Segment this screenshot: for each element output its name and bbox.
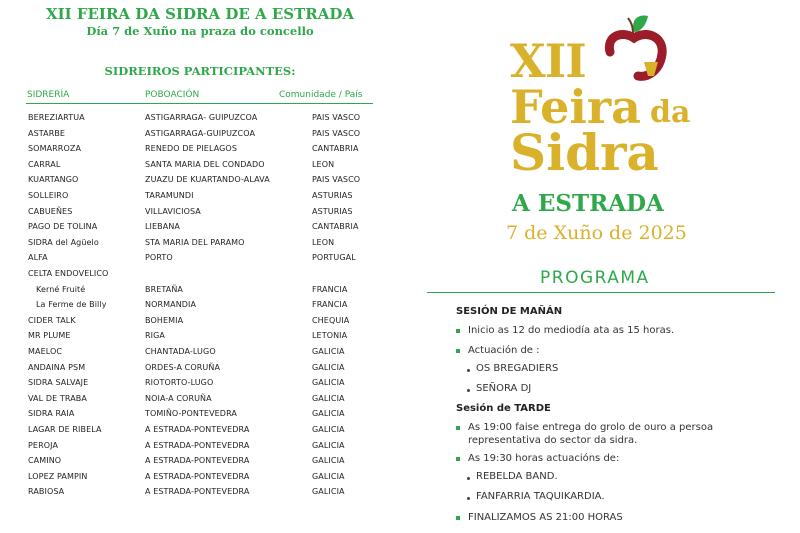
evening-performer-1: REBELDA BAND. [476, 471, 558, 482]
table-cell-pais: GALICIA [312, 393, 345, 403]
table-cell-sidreria: LOPEZ PAMPIN [28, 471, 88, 481]
programa-divider [427, 292, 775, 293]
poster-edition: XII [510, 34, 586, 88]
table-cell-pais: LEON [312, 237, 335, 247]
table-cell-sidreria: CABUEÑES [28, 206, 73, 216]
table-cell-pais: LEON [312, 159, 335, 169]
table-cell-poboacion: A ESTRADA-PONTEVEDRA [145, 440, 250, 450]
table-cell-sidreria: MAELOC [28, 347, 63, 356]
table-cell-pais: GALICIA [312, 362, 345, 372]
table-cell-poboacion: RIOTORTO-LUGO [145, 378, 214, 388]
table-cell-pais: GALICIA [312, 347, 345, 356]
table-cell-pais: FRANCIA [312, 284, 348, 294]
table-cell-sidreria: Kerné Fruité [36, 284, 86, 294]
page-subtitle: Día 7 de Xuño na praza do concello [86, 24, 314, 38]
table-cell-pais: PAIS VASCO [312, 128, 361, 138]
table-cell-sidreria: LAGAR DE RIBELA [28, 425, 102, 434]
table-cell-pais: GALICIA [312, 409, 345, 419]
table-cell-poboacion: ORDES-A CORUÑA [145, 362, 221, 372]
poster-town: A ESTRADA [512, 190, 664, 217]
table-cell-poboacion: LIEBANA [145, 222, 180, 232]
table-cell-sidreria: MR PLUME [28, 331, 71, 341]
table-cell-sidreria: CIDER TALK [28, 315, 76, 325]
table-cell-sidreria: ALFA [28, 253, 48, 263]
table-cell-pais: GALICIA [312, 378, 345, 388]
table-cell-sidreria: CARRAL [28, 159, 61, 169]
table-cell-sidreria: ASTARBE [28, 128, 66, 138]
column-header-pais: Comunidade / País [279, 90, 363, 100]
table-cell-pais: GALICIA [312, 440, 345, 450]
bullet-dot-icon [467, 369, 470, 372]
table-cell-sidreria: BEREZIARTUA [28, 113, 85, 122]
table-cell-pais: GALICIA [312, 425, 345, 434]
table-cell-pais: FRANCIA [312, 300, 348, 310]
table-cell-sidreria: ANDAINA PSM [28, 362, 86, 372]
table-cell-poboacion: SANTA MARIA DEL CONDADO [145, 159, 265, 169]
table-cell-poboacion: STA MARIA DEL PARAMO [145, 237, 245, 247]
bullet-dot-icon [467, 497, 470, 500]
table-cell-sidreria: PEROJA [28, 440, 59, 450]
table-cell-pais: CANTABRIA [312, 222, 359, 232]
table-cell-pais: CANTABRIA [312, 144, 359, 154]
table-cell-pais: PAIS VASCO [312, 175, 361, 185]
table-cell-poboacion: TARAMUNDI [145, 191, 194, 200]
table-cell-poboacion: BOHEMIA [145, 315, 184, 325]
table-cell-poboacion: ASTIGARRAGA- GUIPUZCOA [145, 113, 258, 122]
table-cell-poboacion: RIGA [145, 331, 165, 341]
poster-date: 7 de Xuño de 2025 [506, 222, 687, 244]
table-cell-poboacion: NORMANDIA [145, 300, 197, 310]
bullet-square-icon [456, 349, 460, 353]
table-cell-pais: CHEQUIA [312, 315, 350, 325]
column-header-poboacion: POBOACIÓN [145, 90, 200, 100]
table-cell-pais: PAIS VASCO [312, 113, 361, 122]
bullet-dot-icon [467, 389, 470, 392]
participants-heading: SIDREIROS PARTICIPANTES: [104, 64, 296, 78]
table-cell-sidreria: VAL DE TRABA [28, 393, 87, 403]
table-cell-sidreria: CELTA ENDOVELICO [28, 269, 109, 278]
table-cell-poboacion: A ESTRADA-PONTEVEDRA [145, 487, 250, 497]
table-cell-pais: PORTUGAL [312, 253, 356, 263]
evening-item-closing: FINALIZAMOS AS 21:00 HORAS [468, 512, 623, 523]
table-cell-sidreria: KUARTANGO [28, 175, 79, 185]
table-cell-poboacion: RENEDO DE PIELAGOS [145, 144, 237, 154]
table-cell-pais: LETONIA [312, 331, 348, 341]
morning-item-start: Inicio as 12 do mediodía ata as 15 horas. [468, 325, 675, 336]
programa-title: PROGRAMA [540, 268, 650, 288]
table-cell-pais: GALICIA [312, 471, 345, 481]
evening-session-heading: Sesión de TARDE [456, 403, 551, 414]
apple-leaf-icon [633, 16, 648, 32]
page-title: XII FEIRA DA SIDRA DE A ESTRADA [45, 5, 355, 23]
table-cell-poboacion: BRETAÑA [145, 284, 183, 294]
table-cell-sidreria: SIDRA RAIA [28, 409, 75, 419]
table-cell-pais: ASTURIAS [312, 206, 353, 216]
table-cell-pais: GALICIA [312, 456, 345, 466]
evening-item-award-line1: As 19:00 faise entrega do grolo de ouro a persoa [468, 422, 714, 433]
table-cell-poboacion: TOMIÑO-PONTEVEDRA [145, 409, 237, 419]
table-cell-sidreria: SIDRA del Agüelo [28, 237, 99, 247]
evening-performer-2: FANFARRIA TAQUIKARDIA. [476, 491, 605, 502]
table-cell-sidreria: SOMARROZA [28, 144, 82, 154]
evening-item-award [468, 421, 713, 447]
bullet-square-icon [456, 516, 460, 520]
table-cell-poboacion: CHANTADA-LUGO [145, 347, 216, 356]
bullet-square-icon [456, 329, 460, 333]
bullet-dot-icon [467, 477, 470, 480]
morning-item-performers: Actuación de : [468, 345, 540, 356]
header-divider [26, 103, 373, 104]
table-cell-pais: ASTURIAS [312, 191, 353, 200]
table-cell-poboacion: A ESTRADA-PONTEVEDRA [145, 425, 250, 434]
table-cell-poboacion: A ESTRADA-PONTEVEDRA [145, 471, 250, 481]
table-cell-poboacion: A ESTRADA-PONTEVEDRA [145, 456, 250, 466]
morning-performer-2: SEÑORA DJ [476, 383, 532, 394]
table-cell-sidreria: CAMINO [28, 456, 62, 466]
table-cell-poboacion: NOIA-A CORUÑA [145, 393, 212, 403]
morning-session-heading: SESIÓN DE MAÑÁN [456, 306, 563, 317]
poster-da: da [650, 95, 691, 130]
table-cell-sidreria: SIDRA SALVAJE [28, 378, 89, 388]
bullet-square-icon [456, 457, 460, 461]
poster-sidra: Sidra [510, 123, 659, 182]
table-cell-pais: GALICIA [312, 487, 345, 497]
table-cell-sidreria: SOLLEIRO [28, 191, 69, 200]
evening-item-performers: As 19:30 horas actuacións de: [468, 453, 620, 464]
table-cell-sidreria: RABIOSA [28, 487, 65, 497]
bullet-square-icon [456, 426, 460, 430]
morning-performer-1: OS BREGADIERS [476, 363, 559, 374]
column-header-sidreria: SIDRERÍA [27, 90, 70, 100]
table-cell-poboacion: VILLAVICIOSA [145, 206, 201, 216]
poster-feira: Feira [510, 80, 641, 134]
table-cell-poboacion: ASTIGARRAGA-GUIPUZCOA [145, 128, 256, 138]
table-cell-poboacion: ZUAZU DE KUARTANDO-ALAVA [145, 175, 270, 185]
table-cell-poboacion: PORTO [145, 253, 173, 263]
table-cell-sidreria: PAGO DE TOLINA [28, 222, 98, 232]
evening-item-award-line2: representativa do sector da sidra. [468, 435, 638, 446]
table-cell-sidreria: La Ferme de Billy [36, 300, 107, 310]
